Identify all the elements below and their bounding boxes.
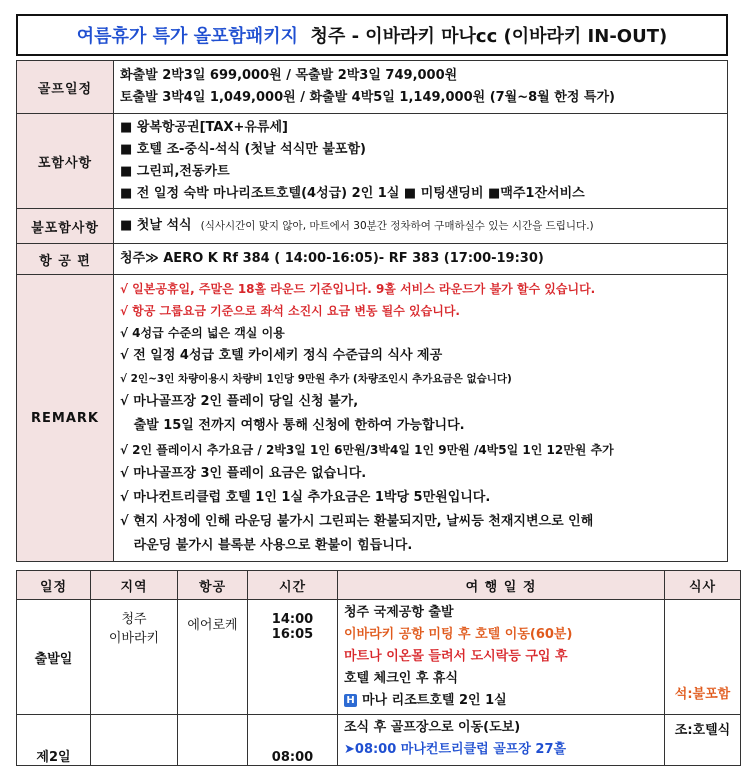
row-meal: 조:호텔식 xyxy=(665,715,741,766)
remark-line: √ 항공 그룹요금 기준으로 좌석 소진시 요금 변동 될수 있습니다. xyxy=(120,304,460,318)
itinerary-row xyxy=(17,600,741,715)
included-label: 포함사항 xyxy=(17,114,114,209)
time-line: 16:05 xyxy=(271,627,314,642)
row-meal: 석:불포함 xyxy=(665,600,741,715)
excluded-label: 불포함사항 xyxy=(17,209,114,244)
remark-line: √ 2인 플레이시 추가요금 / 2박3일 1인 6만원/3박4일 1인 9만원 /4박5일 1인 12만원 추가 xyxy=(120,443,614,457)
header-region: 지역 xyxy=(91,571,178,600)
flight-row xyxy=(17,244,728,275)
region-line: 이바라키 xyxy=(108,631,160,646)
included-line: ■ 왕복항공권[TAX+유류세] xyxy=(120,120,288,135)
itinerary-header xyxy=(17,571,741,600)
schedule-line: 이바라키 공항 미팅 후 호텔 이동(60분) xyxy=(344,627,573,642)
row-schedule xyxy=(338,715,665,766)
included-line: ■ 그린피,전동카트 xyxy=(120,164,230,179)
golf-schedule-value xyxy=(114,61,728,114)
remark-line: 라운딩 불가시 블록분 사용으로 환불이 힘듭니다. xyxy=(120,538,413,553)
row-day: 제2일 xyxy=(17,715,91,766)
row-flight: 에어로케 xyxy=(178,600,248,715)
included-row xyxy=(17,114,728,209)
hotel-icon: H xyxy=(344,694,357,707)
excluded-value xyxy=(114,209,728,244)
page-title xyxy=(16,14,728,56)
header-meal: 식사 xyxy=(665,571,741,600)
row-times xyxy=(248,715,338,766)
schedule-line: 마트나 이온몰 들려서 도시락등 구입 후 xyxy=(344,649,568,664)
time-line: 08:00 xyxy=(271,750,314,765)
remark-line: √ 일본공휴일, 주말은 18홀 라운드 기준입니다. 9홀 서비스 라운드가 불가 할수 있습니다. xyxy=(120,282,596,296)
golf-schedule-label: 골프일정 xyxy=(17,61,114,114)
remark-label: REMARK xyxy=(17,275,114,562)
remark-line: √ 4성급 수준의 넓은 객실 이용 xyxy=(120,326,285,340)
row-region xyxy=(91,715,178,766)
remark-value xyxy=(114,275,728,562)
region-line: 청주 xyxy=(121,612,147,627)
included-line: ■ 호텔 조-중식-석식 (첫날 석식만 불포함) xyxy=(120,142,366,157)
remark-line: √ 마나컨트리클럽 호텔 1인 1실 추가요금은 1박당 5만원입니다. xyxy=(120,490,491,505)
golf-schedule-line: 화출발 2박3일 699,000원 / 목출발 2박3일 749,000원 xyxy=(120,68,458,83)
flight-label: 항 공 편 xyxy=(17,244,114,275)
schedule-line: ➤08:00 마나컨트리클럽 골프장 27홀 xyxy=(344,742,567,757)
remark-row xyxy=(17,275,728,562)
title-highlight: 여름휴가 특가 올포함패키지 xyxy=(76,26,298,47)
header-day: 일정 xyxy=(17,571,91,600)
row-flight xyxy=(178,715,248,766)
title-rest: 청주 - 이바라키 마나cc (이바라키 IN-OUT) xyxy=(310,26,668,47)
header-time: 시간 xyxy=(248,571,338,600)
schedule-line: 청주 국제공항 출발 xyxy=(344,605,454,620)
excluded-row xyxy=(17,209,728,244)
golf-schedule-row xyxy=(17,61,728,114)
included-line: ■ 전 일정 숙박 마나리조트호텔(4성급) 2인 1실 ■ 미팅샌딩비 ■맥주1잔서비스 xyxy=(120,186,585,201)
row-times xyxy=(248,600,338,715)
header-schedule: 여 행 일 정 xyxy=(338,571,665,600)
golf-schedule-line: 토출발 3박4일 1,049,000원 / 화출발 4박5일 1,149,000원 (7월~8월 한정 특가) xyxy=(120,90,615,105)
row-schedule xyxy=(338,600,665,715)
included-value xyxy=(114,114,728,209)
itinerary-row xyxy=(17,715,741,766)
remark-line: √ 마나골프장 2인 플레이 당일 신청 불가, xyxy=(120,394,359,409)
itinerary-table xyxy=(16,570,741,766)
excluded-prefix: ■ 첫날 석식 xyxy=(120,218,192,233)
flight-text: 청주≫ AERO K Rf 384 ( 14:00-16:05)- RF 383 (17:00-19:30) xyxy=(120,251,544,266)
schedule-line: 마나 리조트호텔 2인 1실 xyxy=(362,693,507,708)
row-day: 출발일 xyxy=(17,600,91,715)
schedule-line: 호텔 체크인 후 휴식 xyxy=(344,671,459,686)
info-table xyxy=(16,60,728,562)
remark-line: 출발 15일 전까지 여행사 통해 신청에 한하여 가능합니다. xyxy=(120,418,465,433)
remark-line: √ 마나골프장 3인 플레이 요금은 없습니다. xyxy=(120,466,367,481)
flight-value xyxy=(114,244,728,275)
excluded-note: (식사시간이 맞지 않아, 마트에서 30분간 정차하여 구매하실수 있는 시간을 드립니다.) xyxy=(200,220,594,232)
header-flight: 항공 xyxy=(178,571,248,600)
time-line: 14:00 xyxy=(271,612,314,627)
row-region xyxy=(91,600,178,715)
schedule-line: 조식 후 골프장으로 이동(도보) xyxy=(344,720,521,735)
remark-line: √ 전 일정 4성급 호텔 카이세키 정식 수준급의 식사 제공 xyxy=(120,348,443,363)
remark-line: √ 2인~3인 차량이용시 차량비 1인당 9만원 추가 (차량조인시 추가요금은 없습니다) xyxy=(120,373,512,385)
remark-line: √ 현지 사정에 인해 라운딩 불가시 그린피는 환불되지만, 날씨등 천재지변으로 인해 xyxy=(120,514,594,529)
